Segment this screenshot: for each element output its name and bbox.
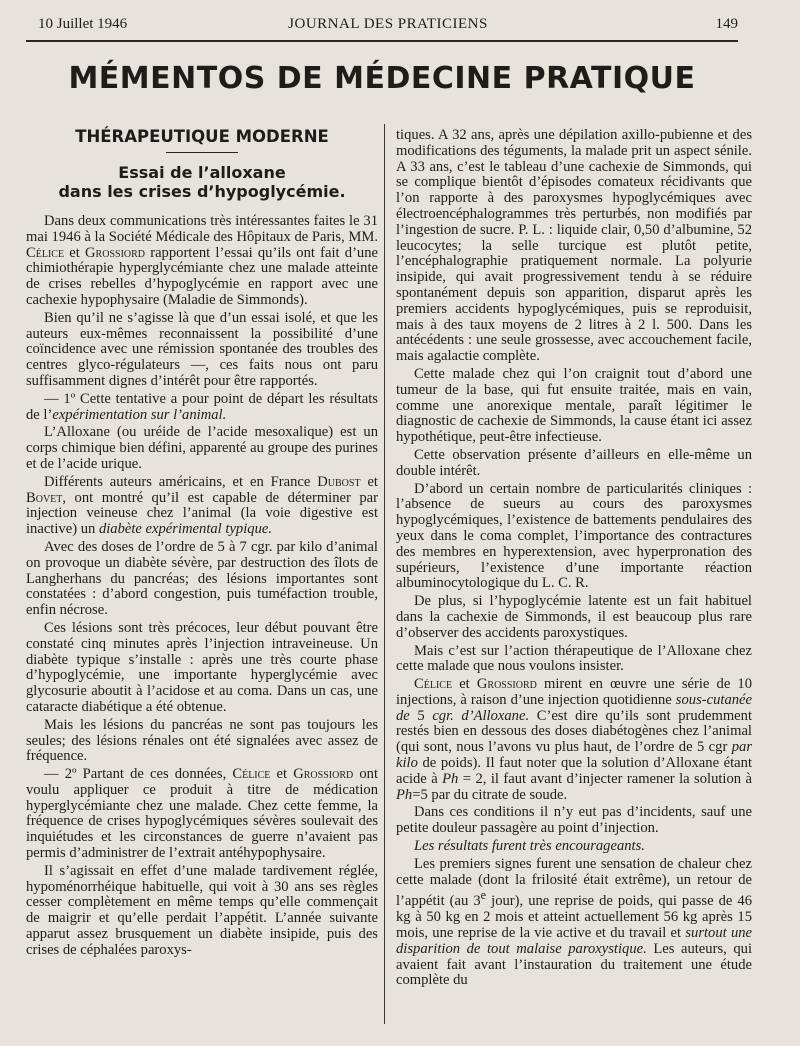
page-number: 149 — [715, 16, 738, 32]
paragraph: Mais les lésions du pancréas ne sont pas toujours les seules; des lésions rénales ont été signalées avec assez de fréquence. — [26, 716, 378, 765]
paragraph: L’Alloxane (ou uréide de l’acide mesoxalique) est un corps chimique bien défini, apparenté au groupe des purines et de l’acide urique. — [26, 424, 378, 472]
paragraph: Cette observation présente d’ailleurs en elle-même un double intérêt. — [396, 446, 752, 479]
paragraph: D’abord un certain nombre de particularités cliniques : l’absence de sueurs au cours des paroxysmes hypoglycémiques, l’existence de battements pendulaires des yeux dans le coma complet, l’importance des contractures des membres en hyperextension, avec hyperpronation des supérieurs, l’existence d’une importante réaction albuminocytologique du L. C. R. — [396, 480, 752, 592]
paragraph: Célice et Grossiord mirent en œuvre une série de 10 injections, à raison d’une injection quotidienne sous-cutanée de 5 cgr. d’Alloxane. C’est dire qu’ils sont prudemment restés bien en dessous des doses diabétogènes chez l’animal (qui sont, nous l’avons vu plus haut, de l’ordre de 5 cgr par kilo de poids). Il faut noter que la solution d’Alloxane étant acide à Ph = 2, il faut avant d’injecter ramener la solution à Ph=5 par du citrate de soude. — [396, 676, 753, 803]
paragraph: Il s’agissait en effet d’une malade tardivement réglée, hypoménorrhéique habituelle, qui voit à 30 ans ses règles cesser complètement en même temps qu’elle commençait de maigrir et qu’elle perdait l’appétit. L’année suivante apparut assez brusquement un diabète insipide, puis des crises de céphalées paroxys- — [26, 862, 378, 958]
paragraph: — 1º Cette tentative a pour point de départ les résultats de l’expérimentation sur l’animal. — [26, 390, 378, 423]
paragraph: Ces lésions sont très précoces, leur début pouvant être constaté cinq minutes après l’injection intraveineuse. Un diabète typique s’installe : après une très courte phase d’hypoglycémie, une importante hyperglycémie avec glycosurie aboutit à l’acidose et au coma. Dans un cas, une cataracte diabétique a été obtenue. — [26, 619, 378, 715]
paragraph: Dans deux communications très intéressantes faites le 31 mai 1946 à la Société Médicale des Hôpitaux de Paris, MM. Célice et Grossiord rapportent l’essai qu’ils ont fait d’une chimiothérapie hyperglycémiante chez une malade atteinte de crises rebelles d’hypoglycémie en rapport avec une cachexie hypophysaire (Maladie de Simmonds). — [26, 213, 379, 308]
paragraph: Les résultats furent très encourageants. — [414, 838, 645, 855]
section-rule — [166, 152, 238, 153]
journal-name: JOURNAL DES PRATICIENS — [288, 16, 488, 32]
paragraph: Mais c’est sur l’action thérapeutique de l’Alloxane chez cette malade que nous voulons insister. — [396, 642, 752, 675]
issue-date: 10 Juillet 1946 — [38, 16, 128, 32]
paragraph: Dans ces conditions il n’y eut pas d’incidents, sauf une petite douleur passagère au point d’injection. — [396, 804, 752, 837]
left-column — [26, 128, 378, 961]
paragraph: tiques. A 32 ans, après une dépilation axillo-pubienne et des modifications des téguments, la malade prit un aspect sénile. A 33 ans, c’est le tableau d’une cachexie de Simmonds, qui se complique bientôt d’épisodes comateux récidivants que l’on rapporte à des paroxysmes hypoglycémiques avec électroencéphalogrammes très perturbés, non modifiés par l’ingestion de sucre. P. L. : liquide clair, 0,50 d’albumine, 52 leucocytes; la selle turcique est plutôt petite, l’encéphalographie pratiquement normale. La polyurie insipide, qui avait progressivement tendu à se réduire spontanément depuis son apparition, disparut après les premiers accidents hypoglycémiques, puis se reproduisit, mais à des taux moyens de 2 litres à 2 l. 500. Dans les antécédents : une seule grossesse, avec accouchement facile, mais agalactie complète. — [396, 127, 752, 365]
paragraph: Bien qu’il ne s’agisse là que d’un essai isolé, et que les auteurs eux-mêmes reconnaissent la possibilité d’une coïncidence avec une rémission spontanée des troubles des centres glyco-régulateurs —, ces faits nous ont paru suffisamment dignes d’intérêt pour être rapportés. — [26, 309, 378, 389]
right-column — [396, 128, 752, 991]
header-rule — [26, 40, 738, 42]
section-title: THÉRAPEUTIQUE MODERNE — [75, 127, 329, 146]
paragraph: — 2º Partant de ces données, Célice et Grossiord ont voulu appliquer ce produit à titre de médication hyperglycémiante chez une malade. Chez cette femme, la fréquence de crises hypoglycémiques sévères soulevait des inquiétudes et les circonstances de guerre n’avaient pas permis d’administrer de l’extrait antéhypophysaire. — [26, 766, 378, 862]
running-head — [38, 16, 738, 38]
paragraph: Avec des doses de l’ordre de 5 à 7 cgr. par kilo d’animal on provoque un diabète sévère, par destruction des îlots de Langherhans du pancréas; des lésions importantes sont constatées : d’abord congestion, puis tuméfaction trouble, enfin nécrose. — [26, 538, 378, 619]
paragraph: Cette malade chez qui l’on craignit tout d’abord une tumeur de la base, qui fut ensuite traitée, mais en vain, comme une anorexique mentale, paraît légitimer le diagnostic de cachexie de Simmonds, la cause étant ici assez hypothétique, peut-être infectieuse. — [396, 365, 752, 446]
paragraph: Différents auteurs américains, et en France Dubost et Bovet, ont montré qu’il est capable de déterminer par injection veineuse chez l’animal (la voie digestive est inactive) un diabète expérimental typique. — [26, 473, 378, 538]
column-divider — [384, 124, 385, 1024]
page-title: MÉMENTOS DE MÉDECINE PRATIQUE — [68, 61, 696, 96]
paragraph: Les premiers signes furent une sensation de chaleur chez cette malade (dont la frilosité était extrême), un retour de l’appétit (au 3e jour), une reprise de poids, qui passe de 46 kg à 50 kg en 2 mois et atteint actuellement 56 kg après 15 mois, une reprise de la vie active et du travail et surtout une disparition de tout malaise paroxystique. Les auteurs, qui avaient fait avant l’instauration du traitement une étude complète du — [396, 855, 753, 989]
article-title: Essai de l’alloxane dans les crises d’hypoglycémie. — [58, 163, 346, 201]
paragraph: De plus, si l’hypoglycémie latente est un fait habituel dans la cachexie de Simmonds, il est beaucoup plus rare d’observer des accidents paroxystiques. — [396, 593, 752, 641]
